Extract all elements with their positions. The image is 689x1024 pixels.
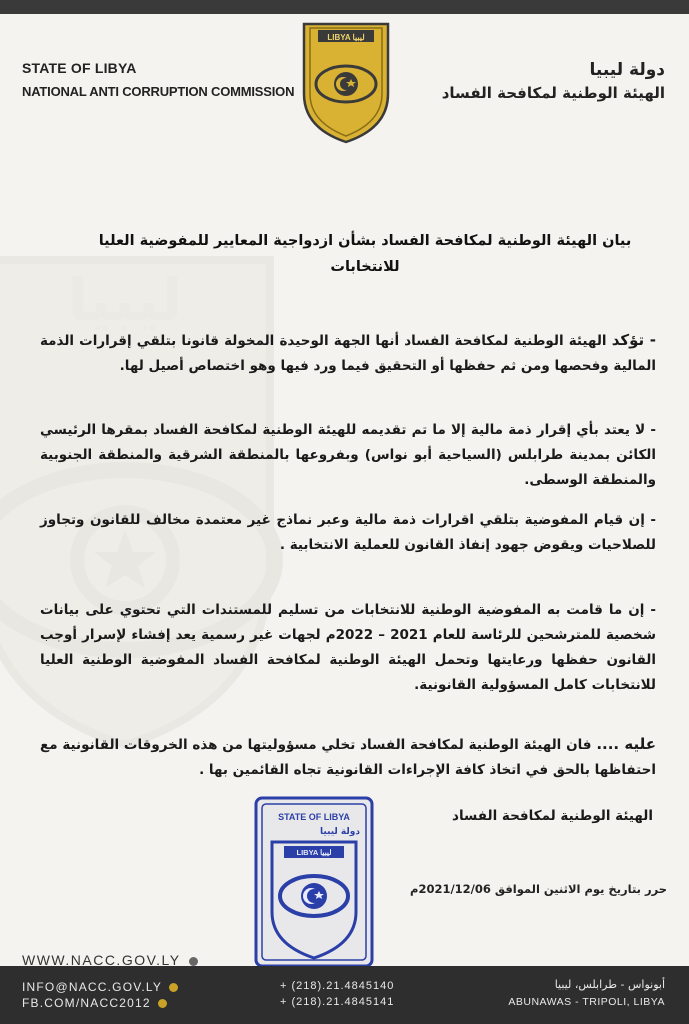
globe-icon (189, 957, 198, 966)
paragraph-1 (40, 328, 656, 379)
facebook-icon (158, 999, 167, 1008)
header-arabic (442, 60, 665, 102)
paragraph-2: - لا يعتد بأي إقرار ذمة مالية إلا ما تم تقديمه للهيئة الوطنية لمكافحة الفساد بمقرها الرئيسي الكائن بمدينة طرابلس (السياحية أبو نواس) وبفروعها بالمنطقة الشرقية والمنطقة الجنوبية والمنطقة الوسطى. (40, 422, 656, 488)
stamp-libya: LIBYA ليبيا (296, 848, 332, 857)
issue-date: حرر بتاريخ يوم الاثنين الموافق 2021/12/06م (410, 882, 668, 896)
top-shadow-strip (0, 0, 689, 14)
paragraph-5-lead: عليه .... (596, 735, 656, 753)
statement-title: بيان الهيئة الوطنية لمكافحة الفساد بشأن ازدواجية المعايير للمفوضية العليا للانتخابات (98, 233, 632, 275)
paragraph-1-text: الهيئة الوطنية لمكافحة الفساد أنها الجهة الوحيدة المخولة قانونا بتلقي إقرارات الذمة المالية وفحصها ومن ثم حفظها أو التحقيق فيما ورد فيها وهو اختصاص أصيل لها. (40, 333, 656, 374)
footer-facebook-text: FB.COM/NACC2012 (22, 996, 151, 1010)
official-stamp (250, 792, 378, 972)
footer-address-en: ABUNAWAS - TRIPOLI, LIBYA (508, 996, 665, 1008)
stamp-top-ar: دولة ليبيا (320, 827, 360, 837)
paragraph-5 (40, 732, 656, 783)
footer-address-ar: أبونواس - طرابلس، ليبيا (554, 978, 665, 991)
state-of-libya-en: STATE OF LIBYA (22, 60, 137, 76)
commission-name-ar: الهيئة الوطنية لمكافحة الفساد (441, 84, 665, 102)
footer-website[interactable] (22, 952, 198, 968)
footer-website-text: WWW.NACC.GOV.LY (22, 952, 181, 968)
watermark-text: ليبيا (67, 266, 183, 334)
footer-phone-1: + (218).21.4845140 (280, 980, 395, 992)
footer-phone-2: + (218).21.4845141 (280, 996, 395, 1008)
footer-email[interactable] (22, 980, 178, 994)
state-of-libya-ar: دولة ليبيا (589, 60, 665, 80)
stamp-top-en: STATE OF LIBYA (278, 812, 350, 822)
email-icon (169, 983, 178, 992)
footer-facebook[interactable] (22, 996, 167, 1010)
paragraph-4: - إن ما قامت به المفوضية الوطنية للانتخابات من تسليم للمستندات التي تحتوي على بيانات شخصية للمترشحين للرئاسة للعام 2021 – 2022م لجهات غير رسمية يعد إفشاء لإسرار أوجب القانون حفظها ورعايتها وتحمل الهيئة الوطنية لمكافحة الفساد المفوضية الوطنية العليا للانتخابات كامل المسؤولية القانونية. (40, 602, 656, 693)
paragraph-1-lead: - تؤكد (611, 331, 657, 349)
signer-name: الهيئة الوطنية لمكافحة الفساد (452, 808, 653, 824)
paragraph-3: - إن قيام المفوضية بتلقي اقرارات ذمة مالية وعبر نماذج غير معتمدة مخالف للقانون وتجاوز للصلاحيات ويقوض جهود إنفاذ القانون للعملية الانتخابية . (40, 512, 656, 553)
paragraph-5-text: فان الهيئة الوطنية لمكافحة الفساد تخلي مسؤوليتها من هذه الخروقات القانونية مع احتفاظها بالحق في اتخاذ كافة الإجراءات القانونية تجاه القائمين بها . (40, 737, 656, 778)
header-english (22, 60, 294, 99)
commission-name-en: NATIONAL ANTI CORRUPTION COMMISSION (22, 84, 295, 99)
logo-text: LIBYA ليبيا (327, 33, 365, 42)
commission-logo (298, 16, 394, 146)
footer-bar (0, 952, 689, 1024)
footer-email-text: INFO@NACC.GOV.LY (22, 980, 162, 994)
